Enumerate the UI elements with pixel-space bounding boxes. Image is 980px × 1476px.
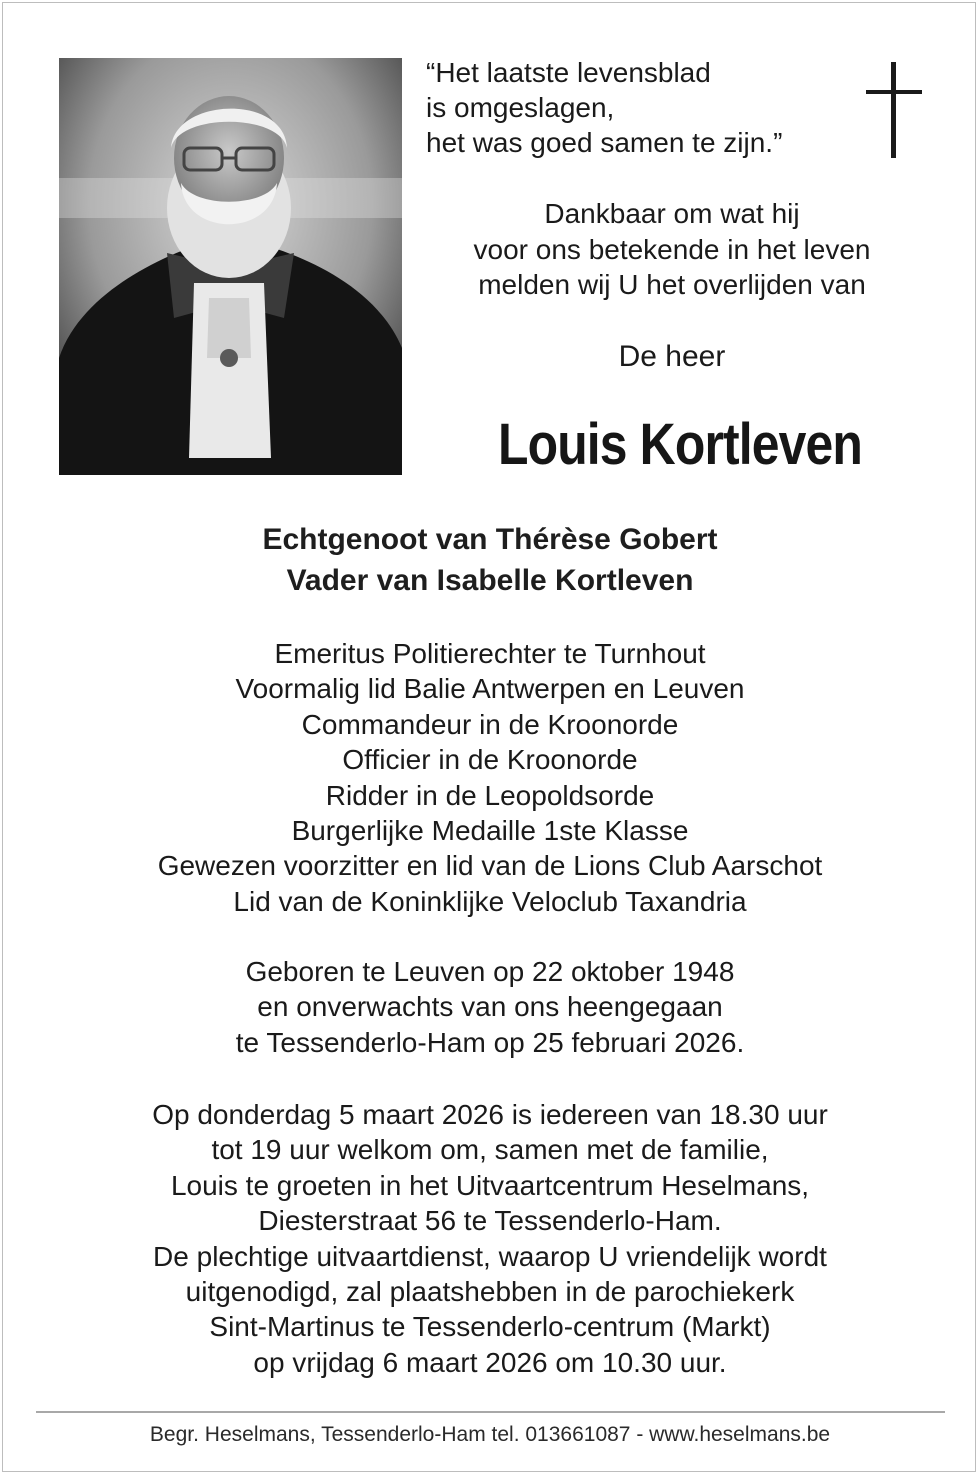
date-line: te Tessenderlo-Ham op 25 februari 2026. bbox=[235, 1026, 745, 1058]
relations bbox=[0, 519, 980, 601]
honor-line: Lid van de Koninklijke Veloclub Taxandria bbox=[233, 885, 747, 917]
quote-line: “Het laatste levensblad bbox=[426, 57, 711, 88]
honors-list bbox=[0, 636, 980, 919]
service-line: Diesterstraat 56 te Tessenderlo-Ham. bbox=[258, 1205, 722, 1237]
date-line: Geboren te Leuven op 22 oktober 1948 bbox=[245, 956, 735, 987]
service-line: op vrijdag 6 maart 2026 om 10.30 uur. bbox=[253, 1346, 727, 1378]
announcement-line: melden wij U het overlijden van bbox=[478, 269, 866, 300]
honor-line: Gewezen voorzitter en lid van de Lions Club Aarschot bbox=[157, 850, 823, 882]
service-info bbox=[0, 1097, 980, 1380]
service-line: tot 19 uur welkom om, samen met de familie, bbox=[211, 1134, 769, 1166]
relation-line: Echtgenoot van Thérèse Gobert bbox=[262, 523, 718, 556]
service-line: Sint-Martinus te Tessenderlo-centrum (Markt) bbox=[209, 1311, 771, 1343]
announcement-line: Dankbaar om wat hij bbox=[544, 198, 800, 229]
deceased-name: Louis Kortleven bbox=[497, 412, 863, 477]
cross-icon bbox=[866, 62, 922, 158]
honor-line: Ridder in de Leopoldsorde bbox=[325, 779, 655, 811]
honor-line: Voormalig lid Balie Antwerpen en Leuven bbox=[235, 673, 745, 705]
honorific: De heer bbox=[618, 340, 726, 373]
quote-line: het was goed samen te zijn.” bbox=[426, 127, 783, 158]
quote-line: is omgeslagen, bbox=[426, 92, 615, 123]
service-line: Louis te groeten in het Uitvaartcentrum Heselmans, bbox=[170, 1169, 810, 1201]
service-line: De plechtige uitvaartdienst, waarop U vriendelijk wordt bbox=[153, 1240, 827, 1272]
service-line: uitgenodigd, zal plaatshebben in de parochiekerk bbox=[185, 1276, 795, 1308]
relation-line: Vader van Isabelle Kortleven bbox=[286, 564, 694, 597]
footer-divider bbox=[36, 1411, 945, 1413]
service-line: Op donderdag 5 maart 2026 is iedereen van 18.30 uur bbox=[152, 1099, 828, 1130]
honor-line: Officier in de Kroonorde bbox=[342, 744, 638, 776]
honor-line: Emeritus Politierechter te Turnhout bbox=[274, 638, 706, 669]
portrait-photo bbox=[59, 58, 402, 475]
quote bbox=[426, 55, 846, 160]
date-line: en onverwachts van ons heengegaan bbox=[257, 991, 723, 1023]
footer-credit: Begr. Heselmans, Tessenderlo-Ham tel. 013661087 - www.heselmans.be bbox=[149, 1423, 831, 1446]
announcement-line: voor ons betekende in het leven bbox=[473, 233, 871, 265]
honor-line: Burgerlijke Medaille 1ste Klasse bbox=[291, 815, 689, 847]
honor-line: Commandeur in de Kroonorde bbox=[301, 708, 679, 740]
life-dates bbox=[0, 954, 980, 1060]
announcement bbox=[430, 196, 914, 303]
